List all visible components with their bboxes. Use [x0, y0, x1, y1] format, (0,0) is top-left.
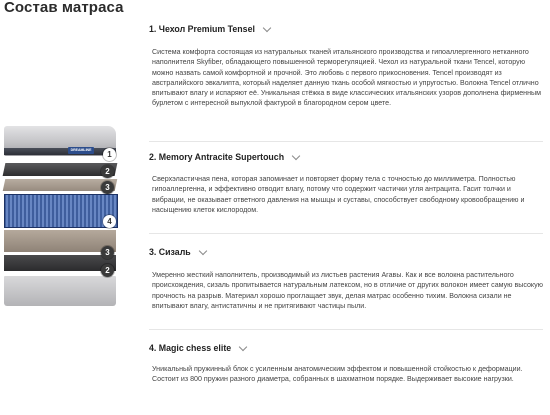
section-springs-header[interactable] — [149, 339, 543, 357]
section-memory-body: Сверхэластичная пена, которая запоминает и повторяет форму тела с точностью до миллиметра. Полностью гипоаллергенна, и эффективно отводит влагу, потому что содержит частички угля антрацита. Гасит толчки и вибрации, не оказывает ответного давления на мышцы и суставы, способствует свободному кровообращению и насыщению клеток кислородом. — [152, 175, 525, 214]
section-springs-body: Уникальный пружинный блок с усиленным анатомическим эффектом и повышенной стойкостью к деформации. Состоит из 800 пружин разного диаметра, собранных в шахматном порядке. Выдерживает высокие нагрузки. — [152, 365, 523, 384]
mattress-illustration — [4, 126, 121, 312]
chevron-down-icon — [263, 23, 271, 31]
section-springs — [149, 339, 543, 385]
divider — [149, 233, 543, 234]
divider — [149, 329, 543, 330]
layer-sisal-bottom — [4, 230, 116, 252]
layer-sisal-top — [3, 179, 118, 191]
cover-band — [4, 148, 116, 155]
section-memory-header[interactable] — [149, 148, 543, 166]
section-cover-header[interactable] — [149, 20, 543, 38]
section-cover — [149, 20, 543, 109]
layer-base — [4, 276, 116, 306]
section-sisal-header[interactable] — [149, 243, 543, 261]
layer-marker-2b: 2 — [101, 264, 114, 277]
divider — [149, 141, 543, 142]
brand-tag — [68, 147, 94, 154]
section-sisal-title: 3. Сизаль — [149, 247, 191, 257]
layer-marker-4: 4 — [103, 215, 116, 228]
layer-marker-1: 1 — [103, 148, 116, 161]
section-sisal — [149, 243, 543, 311]
layer-marker-3b: 3 — [101, 246, 114, 259]
layer-memory-bottom — [4, 255, 116, 271]
section-springs-title: 4. Magic chess elite — [149, 343, 232, 353]
section-cover-body: Система комфорта состоящая из натуральных тканей итальянского производства и гипоаллергенного нетканного наполнителя Skyfiber, обладающего повышенной терморегуляцией. Чехол из натуральной ткани Tencel, которую можно назвать самой комфортной и прочной. Это любовь с первого прикосновения. Tencel производят из австралийского эвкалипта, который наделяет данную ткань особой мягкостью и упругостью. Волокна Tencel отлично впитывают влагу и испаряют её. Уникальная стёжка в виде классических итальянских узоров дополнена фирменным бурлетом с интересной выпуклой фактурой в благородном сером цвете. — [152, 48, 541, 108]
chevron-down-icon — [292, 151, 300, 159]
layer-marker-2: 2 — [101, 165, 114, 178]
section-cover-title: 1. Чехол Premium Tensel — [149, 24, 255, 34]
brand-tag-label: DREAMLINE — [70, 148, 92, 152]
chevron-down-icon — [239, 342, 247, 350]
layer-marker-3: 3 — [101, 181, 114, 194]
section-memory — [149, 148, 543, 215]
section-sisal-body: Умеренно жесткий наполнитель, производимый из листьев растения Агавы. Как и все волокна растительного происхождения, сизаль пропитывается натуральным латексом, но в отличие от других волокон имеет самую высокую прочность на разрыв. Материал хорошо проглащает звук, делая матрас особенно тихим. Волокна сизали не впитывают влагу, антистатичны и не притягивают частицы пыли. — [152, 271, 543, 310]
layer-springs — [4, 194, 118, 228]
page-title: Состав матраса — [4, 0, 124, 16]
chevron-down-icon — [198, 246, 206, 254]
section-memory-title: 2. Memory Antracite Supertouch — [149, 152, 285, 162]
